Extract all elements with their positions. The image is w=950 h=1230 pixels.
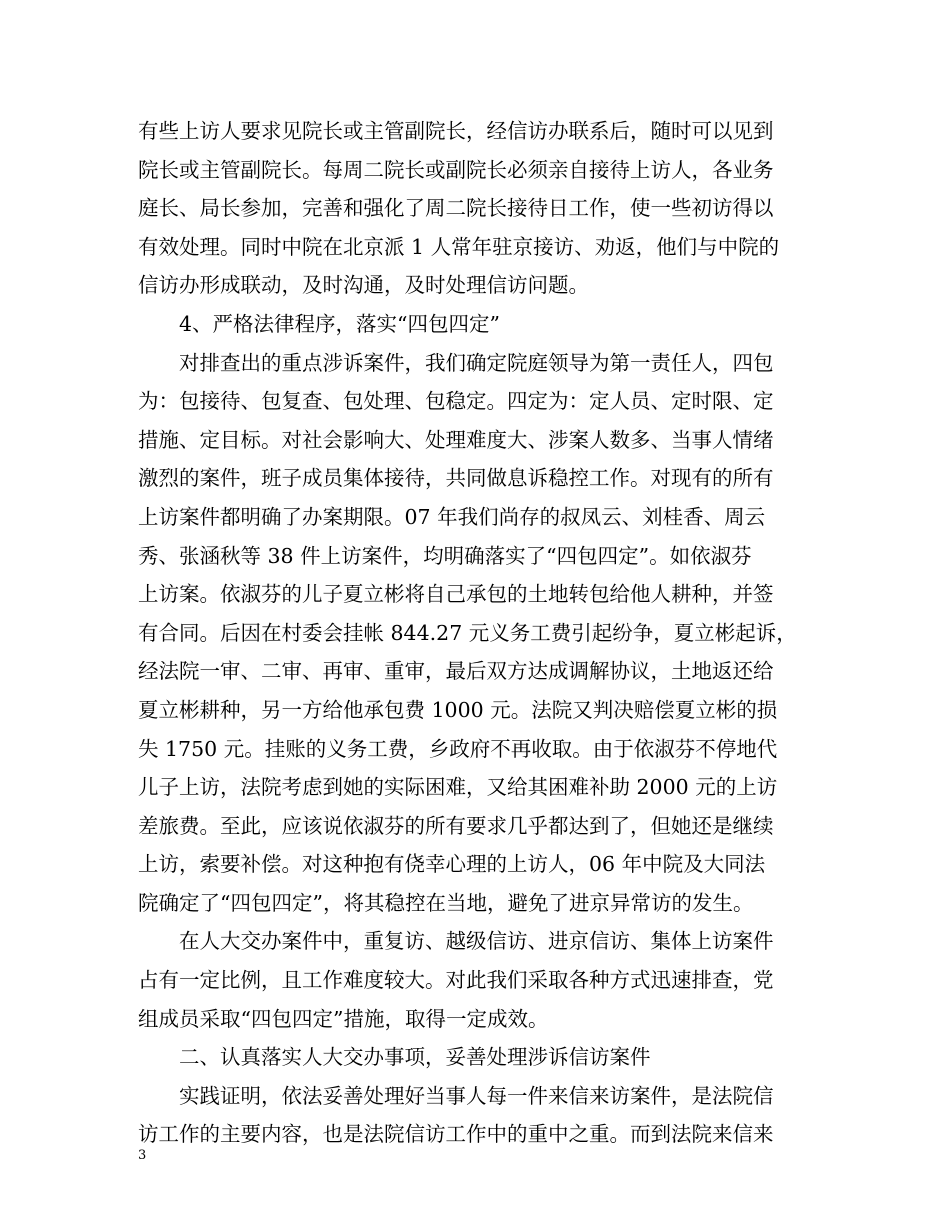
text-line: 失 1750 元。挂账的义务工费，乡政府不再收取。由于依淑芬不停地代 xyxy=(138,736,778,761)
text-line: 占有一定比例，且工作难度较大。对此我们采取各种方式迅速排查，党 xyxy=(138,968,774,993)
text-line: 儿子上访，法院考虑到她的实际困难，又给其困难补助 2000 元的上访 xyxy=(138,775,778,800)
paragraph-start-line: 对排查出的重点涉诉案件，我们确定院庭领导为第一责任人，四包 xyxy=(179,350,774,375)
text-line: 上访案。依淑芬的儿子夏立彬将自己承包的土地转包给他人耕种，并签 xyxy=(138,582,774,607)
text-line: 组成员采取“四包四定”措施，取得一定成效。 xyxy=(138,1006,549,1031)
text-line: 上访案件都明确了办案期限。07 年我们尚存的叔凤云、刘桂香、周云 xyxy=(138,504,766,529)
text-line: 为：包接待、包复查、包处理、包稳定。四定为：定人员、定时限、定 xyxy=(138,389,774,414)
section-heading: 二、认真落实人大交办事项，妥善处理涉诉信访案件 xyxy=(179,1045,651,1070)
paragraph-start-line: 实践证明，依法妥善处理好当事人每一件来信来访案件，是法院信 xyxy=(179,1083,774,1108)
text-line: 访工作的主要内容，也是法院信访工作中的重中之重。而到法院来信来 xyxy=(138,1122,774,1147)
text-line: 秀、张涵秋等 38 件上访案件，均明确落实了“四包四定”。如依淑芬 xyxy=(138,543,752,568)
text-line: 经法院一审、二审、再审、重审，最后双方达成调解协议，土地返还给 xyxy=(138,659,774,684)
section-heading: 4、严格法律程序，落实“四包四定” xyxy=(179,311,501,336)
text-line: 上访，索要补偿。对这种抱有侥幸心理的上访人，06 年中院及大同法 xyxy=(138,852,766,877)
text-line: 院确定了“四包四定”，将其稳控在当地，避免了进京异常访的发生。 xyxy=(138,890,754,915)
text-line: 措施、定目标。对社会影响大、处理难度大、涉案人数多、当事人情绪 xyxy=(138,427,774,452)
paragraph-start-line: 在人大交办案件中，重复访、越级信访、进京信访、集体上访案件 xyxy=(179,929,774,954)
page-number: 3 xyxy=(138,1148,147,1163)
text-line: 有些上访人要求见院长或主管副院长，经信访办联系后，随时可以见到 xyxy=(138,119,774,143)
text-line: 信访办形成联动，及时沟通，及时处理信访问题。 xyxy=(138,273,589,298)
text-line: 院长或主管副院长。每周二院长或副院长必须亲自接待上访人，各业务 xyxy=(138,157,774,182)
text-line: 差旅费。至此，应该说依淑芬的所有要求几乎都达到了，但她还是继续 xyxy=(138,813,774,838)
text-line: 夏立彬耕种，另一方给他承包费 1000 元。法院又判决赔偿夏立彬的损 xyxy=(138,697,778,722)
text-line: 有效处理。同时中院在北京派 1 人常年驻京接访、劝返，他们与中院的 xyxy=(138,234,780,259)
text-line: 激烈的案件，班子成员集体接待，共同做息诉稳控工作。对现有的所有 xyxy=(138,466,774,491)
text-line: 有合同。后因在村委会挂帐 844.27 元义务工费引起纷争，夏立彬起诉， xyxy=(138,620,797,645)
document-body xyxy=(138,112,818,1154)
text-line: 庭长、局长参加，完善和强化了周二院长接待日工作，使一些初访得以 xyxy=(138,196,774,221)
